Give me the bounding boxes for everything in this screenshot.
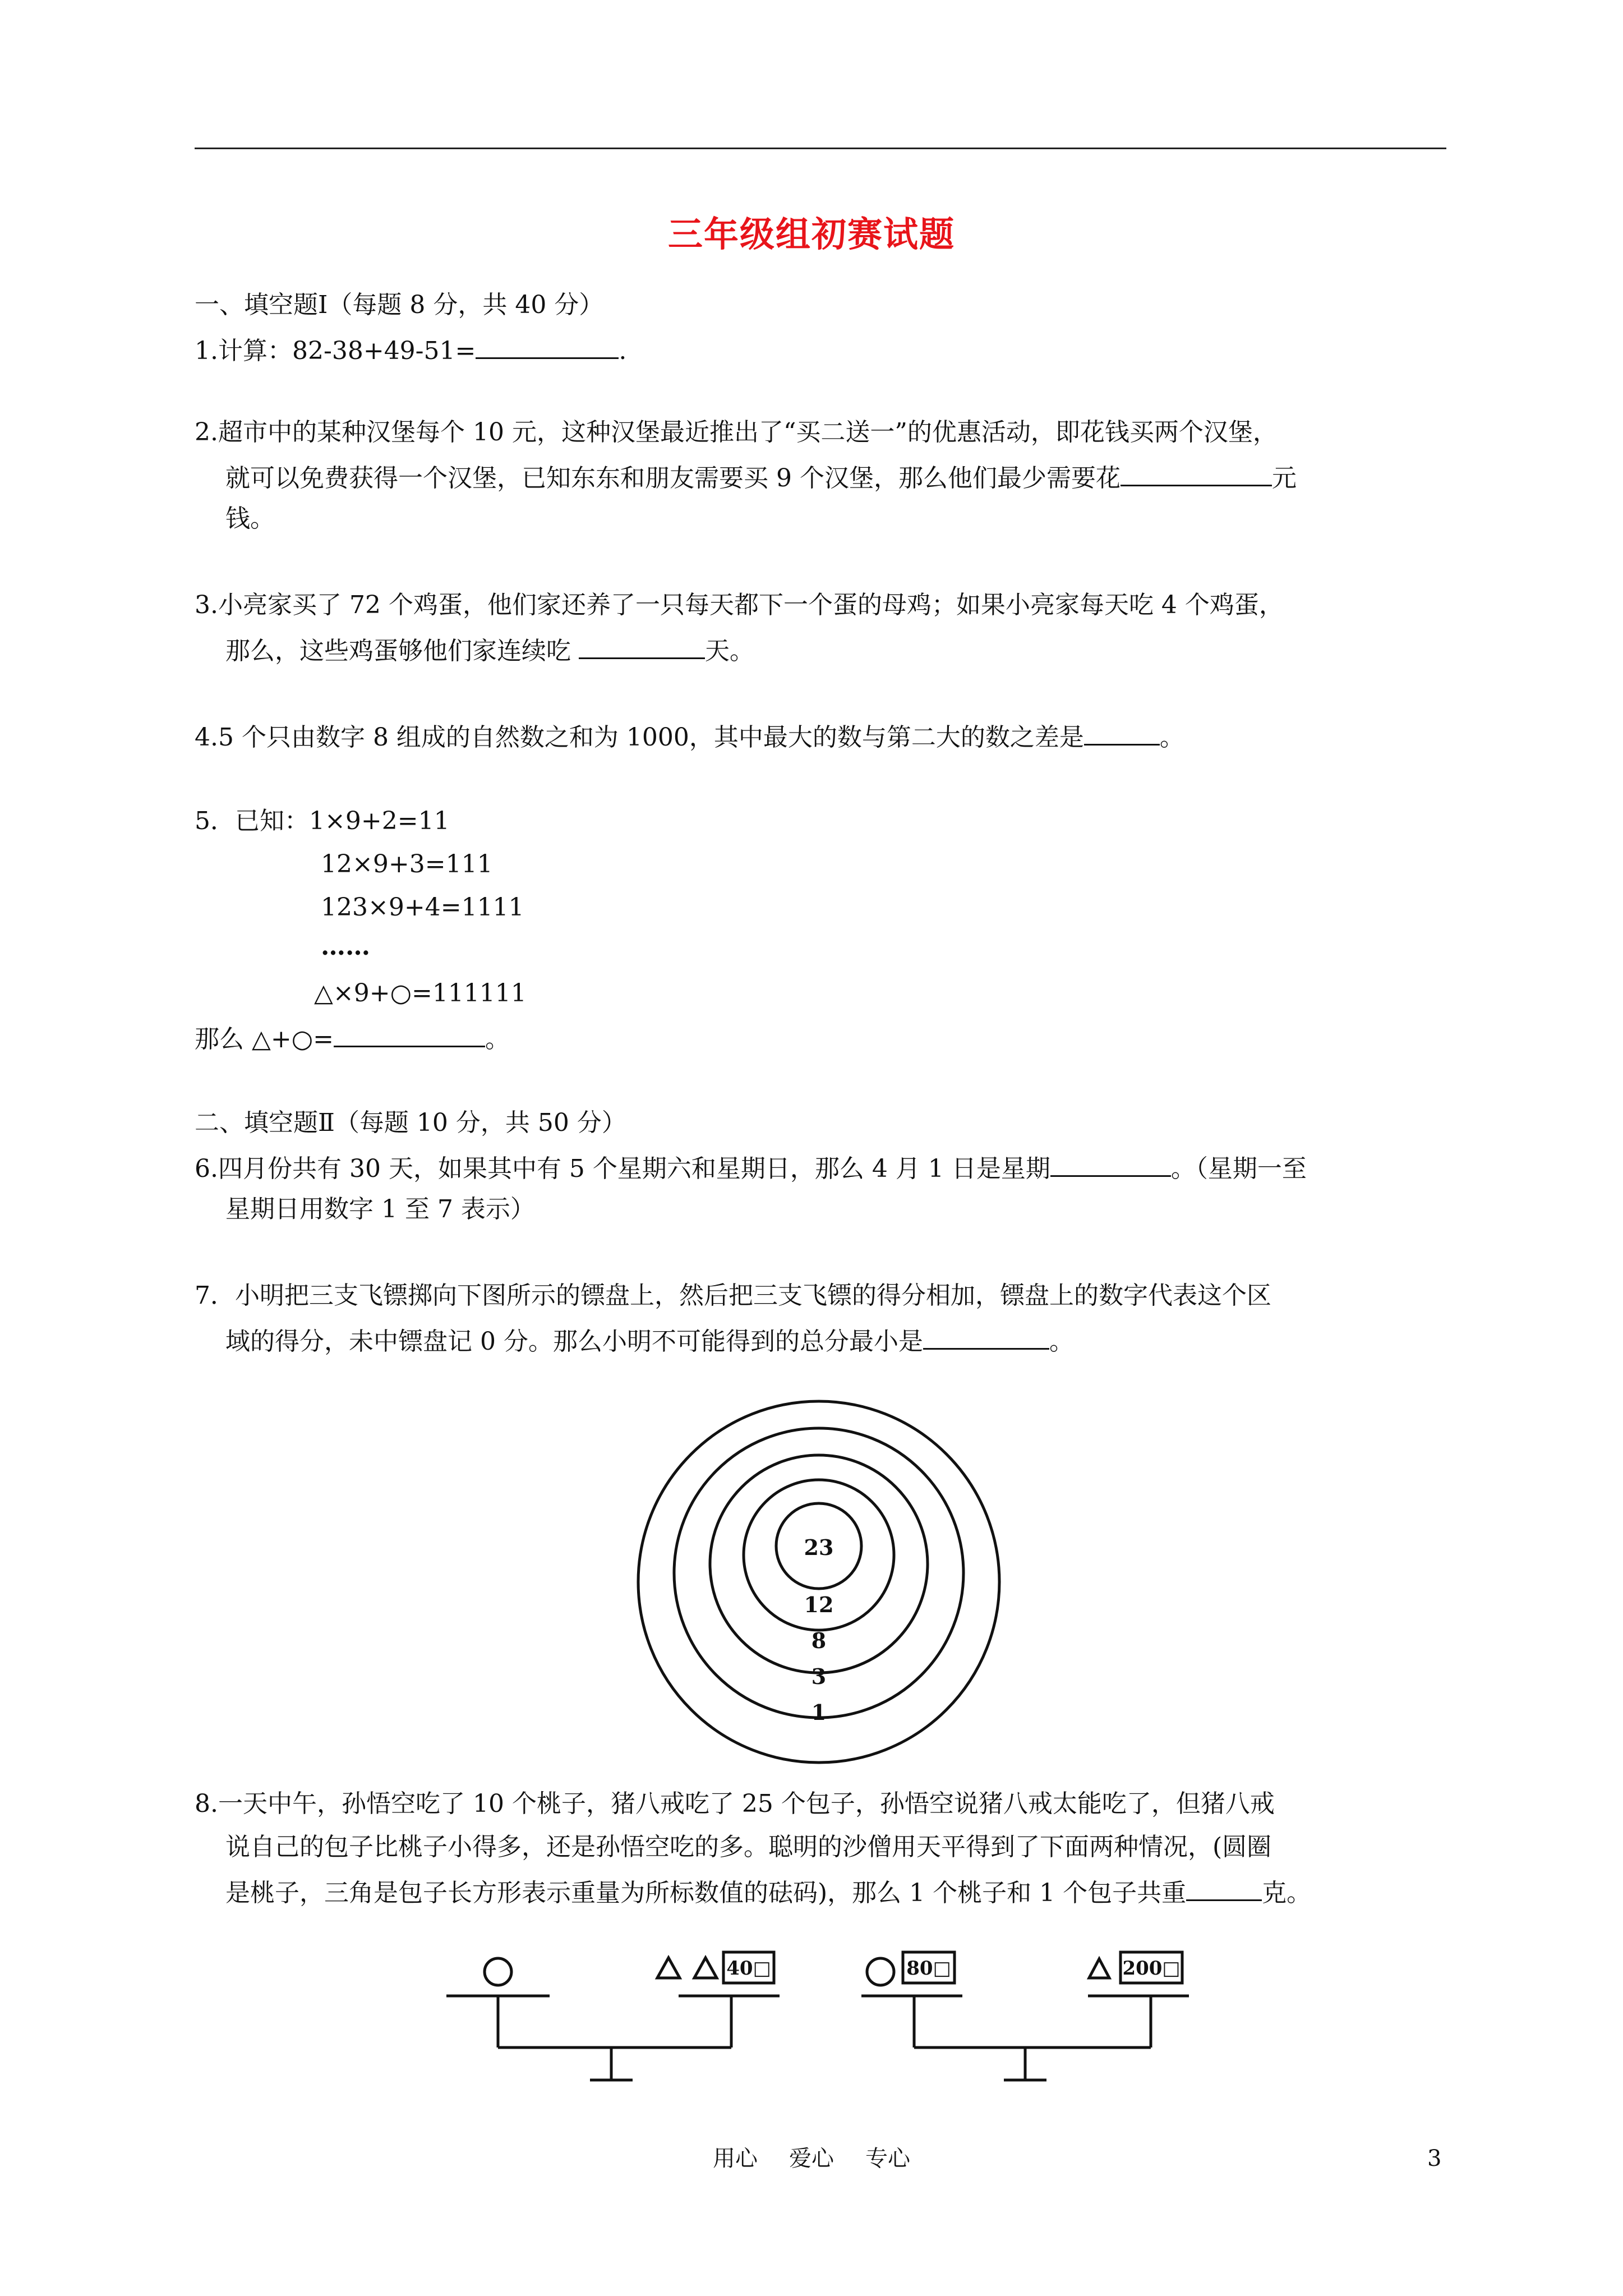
section1-heading: 一、填空题Ⅰ（每题 8 分，共 40 分） (195, 291, 604, 319)
q5-end: 。 (485, 1025, 510, 1053)
q2-line3: 钱。 (225, 504, 275, 533)
q7-end: 。 (1049, 1327, 1074, 1356)
q3-unit: 天。 (705, 637, 754, 665)
q4-text: 4.5 个只由数字 8 组成的自然数之和为 1000，其中最大的数与第二大的数之差是 (195, 723, 1084, 752)
question-1 (195, 332, 626, 368)
bun-triangle (657, 1958, 680, 1978)
dartboard-score-23: 23 (804, 1535, 834, 1560)
q1-text: 1.计算：82-38+49-51= (195, 337, 476, 365)
footer-word-3: 专心 (865, 2146, 910, 2171)
dartboard-score-8: 8 (811, 1628, 827, 1653)
q5-ask: 那么 △+○= (195, 1025, 334, 1053)
q5-line3: 123×9+4=1111 (321, 893, 524, 922)
q4-end: 。 (1159, 723, 1184, 752)
q4-answer-blank[interactable] (1084, 718, 1160, 746)
q8-line2: 说自己的包子比桃子小得多，还是孙悟空吃的多。聪明的沙僧用天平得到了下面两种情况，(圆圈 (225, 1833, 1272, 1861)
q2-answer-blank[interactable] (1121, 459, 1272, 486)
footer-motto (0, 2143, 1623, 2174)
footer-word-1: 用心 (713, 2146, 758, 2171)
q2-line2 (225, 459, 1297, 495)
balance-2-figure (852, 1935, 1256, 2104)
footer-word-2: 爱心 (789, 2146, 834, 2171)
q6-answer-blank[interactable] (1050, 1149, 1171, 1177)
q5-question (195, 1020, 510, 1056)
peach-circle (867, 1958, 894, 1985)
header-rule (195, 148, 1446, 149)
q6-line1 (195, 1149, 1307, 1186)
question-4 (195, 718, 1184, 754)
q3-line2 (225, 632, 754, 668)
page-number: 3 (1427, 2146, 1442, 2171)
bun-triangle (1089, 1959, 1109, 1978)
q1-end: . (619, 337, 627, 365)
q8-text: 是桃子，三角是包子长方形表示重量为所标数值的砝码)，那么 1 个桃子和 1 个包子共重 (225, 1879, 1187, 1907)
q6-text: 6.四月份共有 30 天，如果其中有 5 个星期六和星期日，那么 4 月 1 日是星期 (195, 1154, 1050, 1183)
bun-triangle (694, 1958, 717, 1978)
q8-answer-blank[interactable] (1186, 1874, 1262, 1901)
q2-line1: 2.超市中的某种汉堡每个 10 元，这种汉堡最近推出了“买二送一”的优惠活动，即花钱买两个汉堡， (195, 418, 1278, 447)
q1-answer-blank[interactable] (476, 332, 619, 359)
weight-label-right: 200□ (1122, 1957, 1181, 1980)
q5-line5: △×9+○=111111 (314, 979, 527, 1007)
q5-answer-blank[interactable] (334, 1020, 485, 1047)
q2-unit: 元 (1271, 464, 1297, 493)
q8-line3 (225, 1874, 1311, 1910)
q3-line1: 3.小亮家买了 72 个鸡蛋，他们家还养了一只每天都下一个蛋的母鸡；如果小亮家每天吃 4 个鸡蛋， (195, 591, 1284, 619)
q5-intro: 5．已知：1×9+2=11 (195, 807, 450, 835)
q7-text: 域的得分，未中镖盘记 0 分。那么小明不可能得到的总分最小是 (225, 1327, 923, 1356)
balance-1-figure (437, 1935, 841, 2104)
dartboard-figure (628, 1397, 1009, 1767)
q3-answer-blank[interactable] (579, 632, 705, 659)
peach-circle (485, 1958, 511, 1985)
q5-ellipsis: …… (321, 932, 370, 961)
q5-line2: 12×9+3=111 (321, 850, 493, 878)
q8-unit: 克。 (1262, 1879, 1312, 1907)
q7-answer-blank[interactable] (923, 1322, 1049, 1350)
section2-heading: 二、填空题Ⅱ（每题 10 分，共 50 分） (195, 1108, 626, 1137)
q3-text: 那么，这些鸡蛋够他们家连续吃 (225, 637, 579, 665)
weight-label-left: 80□ (906, 1957, 951, 1980)
q6-tail: 。（星期一至 (1170, 1154, 1307, 1183)
q8-line1: 8.一天中午，孙悟空吃了 10 个桃子，猪八戒吃了 25 个包子，孙悟空说猪八戒太能吃了，但猪八戒 (195, 1789, 1275, 1818)
dartboard-score-1: 1 (811, 1700, 827, 1725)
weight-label: 40□ (726, 1957, 771, 1980)
q7-line1: 7．小明把三支飞镖掷向下图所示的镖盘上，然后把三支飞镖的得分相加，镖盘上的数字代表这个区 (195, 1281, 1271, 1310)
page-title: 三年级组初赛试题 (667, 214, 955, 255)
dartboard-score-3: 3 (811, 1664, 827, 1689)
q6-line2: 星期日用数字 1 至 7 表示） (225, 1195, 535, 1223)
q7-line2 (225, 1322, 1074, 1359)
dartboard-score-12: 12 (804, 1592, 834, 1617)
q2-text: 就可以免费获得一个汉堡，已知东东和朋友需要买 9 个汉堡，那么他们最少需要花 (225, 464, 1121, 493)
